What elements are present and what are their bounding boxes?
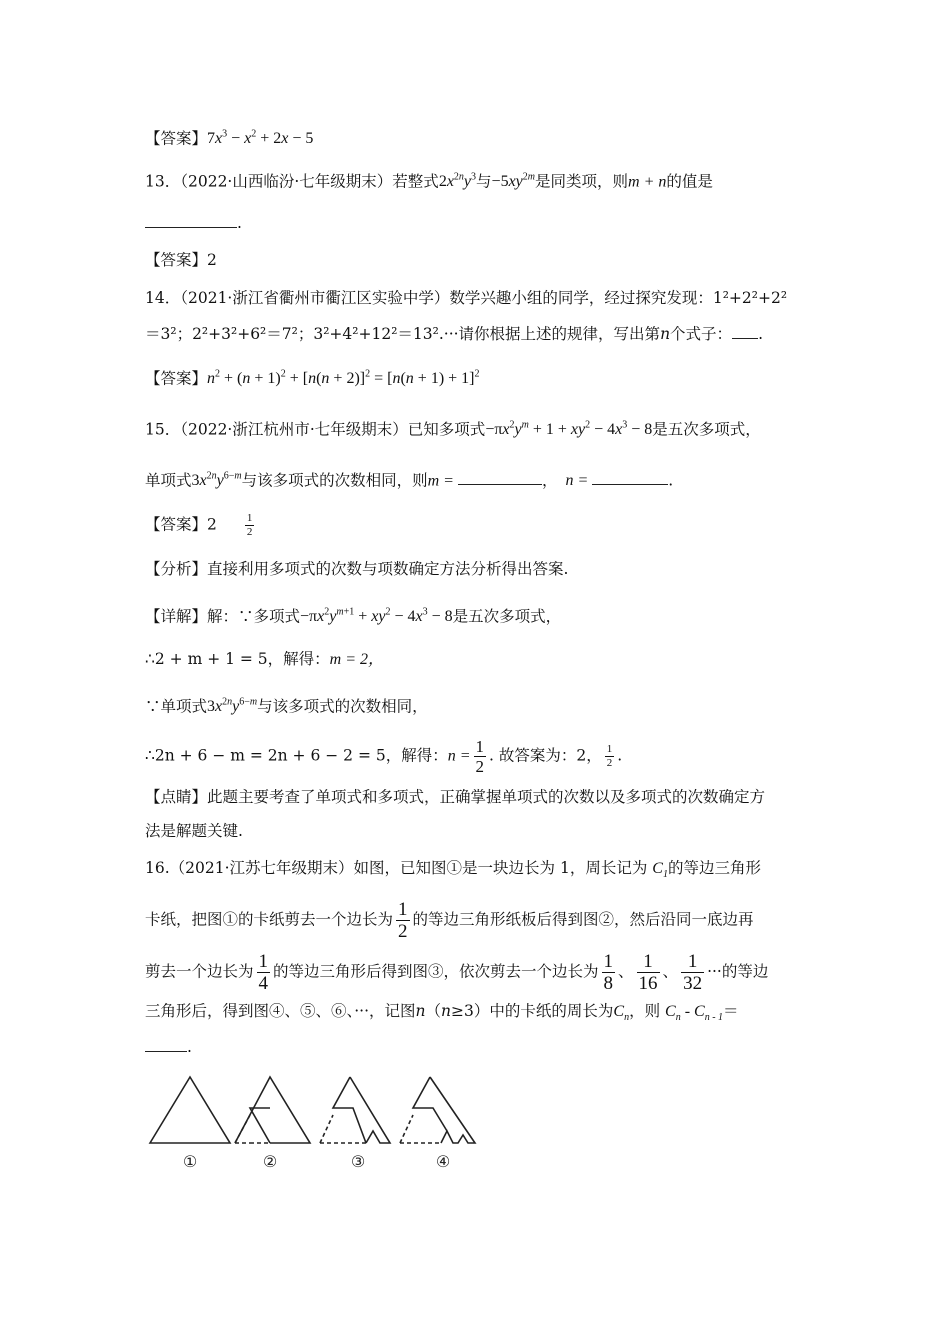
q15-step2-monomial: $3x^{2n}y^{6-m}$: [207, 697, 258, 716]
figure-label-4: ④: [435, 1152, 451, 1171]
answer-label: 【答案】: [145, 369, 208, 388]
q16-stem-4: [145, 1000, 739, 1029]
q14-answer: [145, 364, 480, 390]
q13-monomial-2: $-5xy^{2m}$: [491, 172, 536, 191]
numerator: 1: [475, 737, 485, 756]
answer-label: 【答案】: [145, 515, 208, 534]
numerator: 1: [681, 952, 704, 973]
numerator: 1: [603, 951, 614, 972]
q16-fraction-sixteenth: [637, 952, 660, 993]
q15-step3-c: . 故答案为：2，: [489, 746, 602, 765]
triangle-figures: [145, 1075, 505, 1175]
question-source: （2022·山西临汾·七年级期末）: [180, 172, 393, 191]
question-source: （2021·浙江省衢州市衢江区实验中学）: [180, 289, 450, 307]
q15-sep: ，: [541, 471, 558, 490]
q15-text-d: 与该多项式的次数相同，则: [241, 471, 428, 490]
q13-stem: [145, 167, 713, 193]
q15-step3-b: n =: [447, 747, 471, 765]
q13-end: .: [237, 214, 242, 232]
numerator: 1: [258, 951, 269, 972]
figure-label-1: ①: [182, 1152, 198, 1171]
q15-detail-polynomial: $-\pi x^2y^{m+1} + xy^2 - 4x^3 - 8$: [300, 607, 453, 626]
answer-blank-m: [458, 470, 542, 485]
question-number: 16.: [145, 859, 170, 877]
q16-blank-line: [145, 1036, 192, 1058]
q13-text-b: 与: [476, 172, 492, 191]
figure-2-triangle: [235, 1077, 310, 1143]
q14-line1: 数学兴趣小组的同学，经过探究发现：1²+2²+2²: [449, 289, 788, 307]
q15-analysis: [145, 558, 568, 580]
q13-text-c: 是同类项，则: [535, 172, 629, 191]
q16-l2-b: 的等边三角形纸板后得到图②，然后沿同一底边再: [412, 910, 754, 929]
q16-l4-a: 三角形后，得到图④、⑤、⑥、···，记图: [145, 1002, 416, 1020]
q15-polynomial: $-\pi x^2y^m + 1 + xy^2 - 4x^3 - 8$: [485, 420, 653, 439]
q15-analysis-text: 直接利用多项式的次数与项数确定方法分析得出答案.: [207, 560, 569, 578]
answer-label: 【答案】: [145, 251, 208, 269]
q15-step3: [145, 738, 622, 775]
q16-fraction-thirtysecond: [681, 952, 704, 993]
answer-label: 【答案】: [145, 129, 208, 148]
q14-stem-1: [145, 287, 787, 309]
answer-blank: [145, 213, 237, 228]
q15-step1-result: m = 2，: [329, 651, 385, 668]
q13-text-a: 若整式: [392, 172, 439, 191]
q15-answer: [145, 513, 257, 538]
q16-sep: 、: [618, 962, 634, 981]
answer-blank: [145, 1037, 187, 1052]
q15-text-c: 单项式: [145, 471, 192, 490]
numerator: 1: [398, 899, 408, 920]
denominator: 32: [683, 973, 703, 994]
q15-step3-a: ∴2n + 6 − m = 2n + 6 − 2 = 5，解得：: [145, 746, 448, 765]
figure-1-triangle: [150, 1077, 230, 1143]
denominator: 2: [475, 757, 485, 776]
answer-blank: [732, 324, 758, 339]
question-number: 14．: [145, 289, 181, 307]
q13-monomial-1: $2x^{2n}y^3$: [438, 172, 477, 191]
q16-cn: $C_n$: [613, 1003, 630, 1024]
q16-sep: 、: [662, 962, 679, 981]
numerator: 1: [246, 512, 253, 524]
q15-step3-fraction-2: [605, 744, 615, 769]
q13-answer-value: 2: [207, 251, 217, 269]
q16-c1: $C_1$: [652, 860, 668, 881]
q16-n-2: n: [441, 1002, 452, 1020]
comment-label: 【点睛】: [145, 788, 208, 806]
figure-label-3: ③: [350, 1152, 366, 1171]
q16-stem-2: [145, 900, 754, 941]
numerator: 1: [606, 743, 613, 755]
q16-cn-diff: $C_n - C_{n - 1}$: [665, 1003, 724, 1024]
q15-answer-n-fraction: [245, 513, 255, 538]
q15-comment-2: [145, 820, 243, 842]
q15-detail-b: 是五次多项式，: [452, 607, 562, 626]
q15-comment-1: [145, 786, 765, 808]
q15-step1-text: ∴2 + m + 1 = 5，解得：: [145, 650, 330, 668]
q14-end: .: [758, 325, 763, 343]
q13-blank-line: [145, 212, 242, 234]
q13-answer: [145, 249, 217, 271]
denominator: 2: [246, 526, 253, 538]
q14-n: n: [660, 325, 671, 343]
q14-line2-b: 个式子：: [670, 325, 733, 343]
q15-step3-fraction: [474, 738, 487, 775]
figure-3-triangle: [320, 1077, 390, 1143]
denominator: 2: [398, 921, 408, 942]
answer-blank-n: [592, 470, 668, 485]
q15-comment-text-2: 法是解题关键.: [145, 822, 243, 840]
denominator: 2: [606, 757, 613, 769]
q16-l1-a: 如图，已知图①是一块边长为 1，周长记为: [353, 859, 648, 877]
q16-l4-c: ≥3）中的卡纸的周长为: [451, 1002, 614, 1020]
q16-l3-a: 剪去一个边长为: [145, 962, 254, 981]
denominator: 8: [603, 973, 614, 994]
q15-comment-text-1: 此题主要考查了单项式和多项式，正确掌握单项式的次数以及多项式的次数确定方: [207, 788, 766, 806]
q13-text-d: 的值是: [666, 172, 713, 191]
question-source: （2021·江苏七年级期末）: [169, 859, 354, 877]
denominator: 4: [258, 973, 269, 994]
q16-l1-b: 的等边三角形: [667, 859, 761, 877]
q15-m-eq: m =: [427, 472, 454, 490]
q16-fraction-quarter: [257, 952, 271, 993]
q14-line2-a: ＝3²；2²+3²+6²＝7²；3²+4²+12²＝13².···请你根据上述的规律，写出第: [145, 325, 661, 343]
q12-answer: [145, 124, 313, 150]
q15-text-b: 是五次多项式，: [652, 420, 761, 439]
q16-stem-3: [145, 952, 768, 993]
analysis-label: 【分析】: [145, 560, 208, 578]
numerator: 1: [637, 952, 660, 973]
q16-stem-1: [145, 857, 761, 886]
q16-l4-b: （: [425, 1002, 442, 1020]
q16-n: n: [415, 1002, 426, 1020]
q15-step2: [145, 692, 428, 718]
q16-l3-c: ···的等边: [707, 962, 769, 981]
q15-n-eq: n =: [565, 472, 589, 490]
q14-answer-expr: $n^2 + (n + 1)^2 + [n(n + 2)]^2 = [n(n + 1) + 1]^2$: [207, 369, 480, 388]
q15-end: .: [668, 471, 674, 490]
q15-detail: [145, 602, 561, 628]
figure-label-2: ②: [262, 1152, 278, 1171]
denominator: 16: [638, 973, 658, 994]
q16-l4-d: ，则: [629, 1002, 661, 1020]
q15-step2-a: ∵单项式: [145, 697, 208, 716]
q16-fraction-half: [396, 900, 410, 941]
q15-step2-b: 与该多项式的次数相同，: [257, 697, 428, 716]
question-number: 13．: [145, 172, 181, 191]
q15-stem-1: [145, 415, 761, 441]
q15-step3-end: .: [617, 746, 623, 765]
q16-fraction-eighth: [602, 952, 616, 993]
q14-stem-2: [145, 323, 763, 345]
q15-answer-m: 2: [207, 515, 217, 534]
q15-monomial: $3x^{2n}y^{6-m}$: [191, 471, 242, 490]
q15-detail-a: 解：∵多项式: [207, 607, 301, 626]
q15-stem-2: [145, 466, 673, 492]
q16-l3-b: 的等边三角形后得到图③，依次剪去一个边长为: [273, 962, 599, 981]
question-source: （2022·浙江杭州市·七年级期末）: [180, 420, 408, 439]
q16-l4-e: ＝: [723, 1002, 739, 1020]
figure-4-triangle: [400, 1077, 475, 1143]
q16-l2-a: 卡纸，把图①的卡纸剪去一个边长为: [145, 910, 394, 929]
question-number: 15．: [145, 420, 181, 439]
q16-end: .: [187, 1038, 192, 1056]
q15-step1: [145, 648, 384, 671]
detail-label: 【详解】: [145, 607, 208, 626]
q12-answer-expr: $7x^3 - x^2 + 2x - 5$: [207, 129, 314, 148]
q13-sum: m + n: [628, 173, 667, 191]
q15-text-a: 已知多项式: [407, 420, 486, 439]
